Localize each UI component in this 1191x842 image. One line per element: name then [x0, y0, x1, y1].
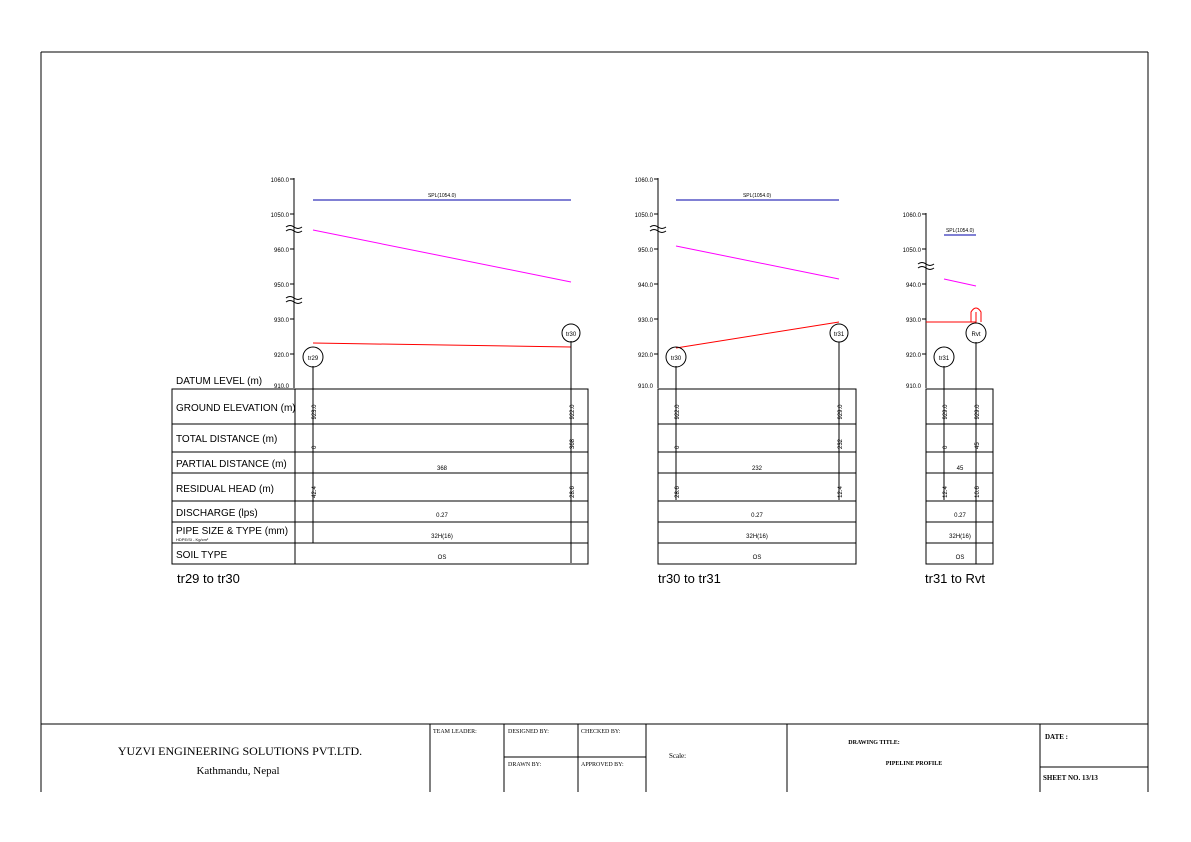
ground-value: 929.0 — [838, 404, 844, 420]
pipe-value: 32H(16) — [431, 534, 453, 540]
profile-2-text — [635, 178, 845, 586]
hgl-line — [676, 246, 839, 279]
spl-label: SPL(1054.0) — [427, 193, 457, 199]
partial-label: PARTIAL DISTANCE (m) — [176, 459, 287, 470]
residual-value: 28.6 — [570, 486, 576, 498]
pipe-value: 32H(16) — [949, 534, 971, 540]
discharge-value: 0.27 — [751, 513, 763, 519]
ground-label: GROUND ELEVATION (m) — [176, 403, 296, 414]
tick-label: 930.0 — [905, 318, 921, 324]
tick-label: 1050.0 — [270, 213, 289, 219]
profile-title: tr31 to Rvt — [925, 571, 985, 586]
tick-label: 910.0 — [905, 384, 921, 390]
soil-value: OS — [955, 555, 965, 561]
tick-label: 920.0 — [637, 353, 653, 359]
profile-tr30-tr31 — [650, 178, 856, 564]
datum-label: DATUM LEVEL (m) — [176, 376, 263, 387]
drawing-title-label: DRAWING TITLE: — [848, 740, 900, 746]
tick-label: 940.0 — [637, 283, 653, 289]
pipe-line — [313, 343, 571, 347]
company-name: YUZVI ENGINEERING SOLUTIONS PVT.LTD. — [117, 744, 363, 758]
tick-label: 1060.0 — [634, 178, 653, 184]
total-value: 232 — [838, 438, 844, 449]
discharge-value: 0.27 — [954, 513, 966, 519]
title-block-text — [118, 729, 1099, 782]
residual-label: RESIDUAL HEAD (m) — [176, 484, 274, 495]
drawing-title: PIPELINE PROFILE — [885, 761, 943, 767]
pipe-line — [926, 312, 976, 322]
tick-label: 910.0 — [637, 384, 653, 390]
ground-value: 922.0 — [570, 404, 576, 420]
total-value: 0 — [943, 445, 949, 449]
residual-value: 42.4 — [312, 486, 318, 498]
profile-title: tr30 to tr31 — [658, 571, 721, 586]
profile-1-text — [176, 178, 577, 586]
tick-label: 1050.0 — [634, 213, 653, 219]
hgl-line — [944, 279, 976, 286]
tick-label: 960.0 — [273, 248, 289, 254]
node-label: tr31 — [833, 332, 845, 338]
spl-label: SPL(1054.0) — [742, 193, 772, 199]
residual-value: 28.6 — [675, 486, 681, 498]
partial-value: 45 — [956, 466, 964, 472]
tick-label: 950.0 — [637, 248, 653, 254]
tick-label: 930.0 — [637, 318, 653, 324]
node-label: tr30 — [565, 332, 577, 338]
discharge-value: 0.27 — [436, 513, 448, 519]
team-leader-label: TEAM LEADER: — [433, 729, 477, 735]
company-location: Kathmandu, Nepal — [196, 765, 280, 777]
pipe-value: 32H(16) — [746, 534, 768, 540]
tick-label: 920.0 — [273, 353, 289, 359]
node-label: tr31 — [938, 356, 950, 362]
residual-value: 12.4 — [838, 486, 844, 498]
residual-value: 12.4 — [943, 486, 949, 498]
residual-value: 10.6 — [975, 486, 981, 498]
total-value: 0 — [675, 445, 681, 449]
profile-title: tr29 to tr30 — [177, 571, 240, 586]
node-label: tr30 — [670, 356, 682, 362]
sheet-number: SHEET NO. 13/13 — [1043, 774, 1098, 782]
tick-label: 1050.0 — [902, 248, 921, 254]
total-value: 45 — [975, 442, 981, 449]
pipe-label: PIPE SIZE & TYPE (mm) — [176, 526, 289, 537]
soil-label: SOIL TYPE — [176, 550, 228, 561]
spl-label: SPL(1054.0) — [945, 228, 975, 234]
soil-value: OS — [437, 555, 447, 561]
checked-by-label: CHECKED BY: — [581, 729, 621, 735]
pipe-sublabel: HDPE/SI - Kg/cm² — [176, 537, 209, 542]
date-label: DATE : — [1045, 733, 1069, 741]
designed-by-label: DESIGNED BY: — [508, 729, 549, 735]
ground-value: 929.0 — [975, 404, 981, 420]
ground-value: 929.0 — [943, 404, 949, 420]
total-value: 0 — [312, 445, 318, 449]
tick-label: 940.0 — [905, 283, 921, 289]
tick-label: 930.0 — [273, 318, 289, 324]
node-label: tr29 — [307, 356, 319, 362]
scale-label: Scale: — [669, 752, 687, 760]
hgl-line — [313, 230, 571, 282]
profile-tr31-rvt — [918, 213, 993, 564]
ground-value: 923.0 — [312, 404, 318, 420]
soil-value: OS — [752, 555, 762, 561]
node-label: Rvt — [971, 332, 981, 338]
ground-value: 922.0 — [675, 404, 681, 420]
tick-label: 1060.0 — [902, 213, 921, 219]
total-label: TOTAL DISTANCE (m) — [176, 434, 278, 445]
discharge-label: DISCHARGE (lps) — [176, 508, 258, 519]
tick-label: 1060.0 — [270, 178, 289, 184]
approved-by-label: APPROVED BY: — [581, 762, 624, 768]
tick-label: 920.0 — [905, 353, 921, 359]
total-value: 368 — [570, 438, 576, 449]
partial-value: 232 — [751, 466, 763, 472]
partial-value: 368 — [436, 466, 448, 472]
drawn-by-label: DRAWN BY: — [508, 762, 542, 768]
profile-tr29-tr30 — [172, 178, 588, 564]
tick-label: 950.0 — [273, 283, 289, 289]
pipe-line — [676, 322, 839, 348]
tick-label: 910.0 — [273, 384, 289, 390]
